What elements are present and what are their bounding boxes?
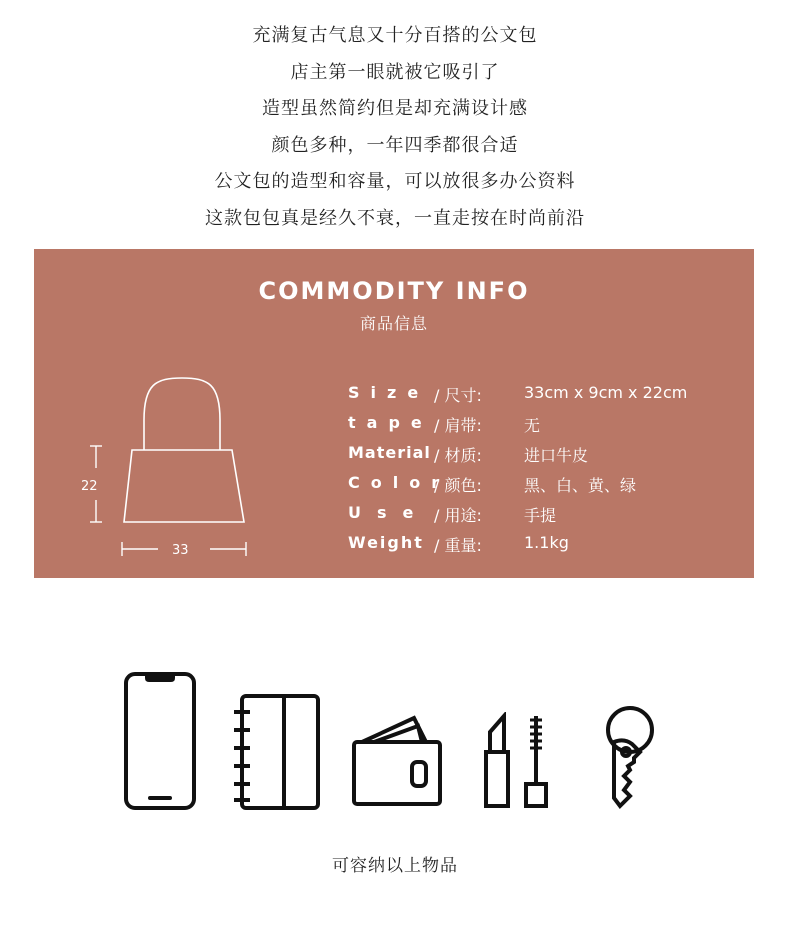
spec-label-cn: / 尺寸: <box>434 386 482 405</box>
intro-line: 充满复古气息又十分百搭的公文包 <box>252 25 538 46</box>
commodity-info-subtitle: 商品信息 <box>359 314 428 333</box>
capacity-icons <box>0 668 790 818</box>
spec-value: 1.1kg <box>524 533 569 552</box>
spec-value: 无 <box>524 416 541 435</box>
spec-label-en: tape <box>348 413 433 432</box>
width-label: 33 <box>172 543 189 558</box>
height-label: 22 <box>81 479 98 494</box>
bag-handle <box>144 378 220 450</box>
capacity-caption: 可容纳以上物品 <box>332 856 458 876</box>
spec-label-en: Material <box>348 443 431 462</box>
intro-text <box>0 18 790 237</box>
commodity-info-panel <box>34 249 754 578</box>
spec-value: 33cm x 9cm x 22cm <box>524 383 688 402</box>
spec-label-cn: / 颜色: <box>434 476 482 495</box>
bag-outline-diagram <box>78 374 258 574</box>
commodity-info-title: COMMODITY INFO <box>258 277 530 305</box>
spec-label-cn: / 重量: <box>434 536 482 555</box>
lipstick-mascara-icon <box>480 712 556 810</box>
intro-line: 颜色多种，一年四季都很合适 <box>271 134 519 156</box>
spec-value: 黑、白、黄、绿 <box>524 476 637 495</box>
intro-line: 公文包的造型和容量，可以放很多办公资料 <box>214 171 576 192</box>
intro-line: 店主第一眼就被它吸引了 <box>290 61 500 83</box>
keys-icon <box>600 706 660 810</box>
notebook-icon <box>232 692 324 812</box>
spec-value: 进口牛皮 <box>524 446 589 465</box>
spec-label-en: Weight <box>348 533 424 552</box>
spec-label-cn: / 肩带: <box>434 416 482 435</box>
intro-line: 这款包包真是经久不衰，一直走按在时尚前沿 <box>205 207 585 229</box>
spec-value: 手提 <box>524 506 557 525</box>
spec-label-cn: / 材质: <box>434 446 482 465</box>
bag-outline-icon <box>124 378 244 522</box>
spec-label-en: Use <box>348 503 430 522</box>
intro-line: 造型虽然简约但是却充满设计感 <box>262 98 528 119</box>
spec-label-en: Color <box>348 473 451 492</box>
spec-label-en: Size <box>348 383 430 402</box>
bag-body <box>124 450 244 522</box>
wallet-icon <box>348 712 448 808</box>
phone-icon <box>120 670 200 812</box>
spec-label-cn: / 用途: <box>434 506 482 525</box>
